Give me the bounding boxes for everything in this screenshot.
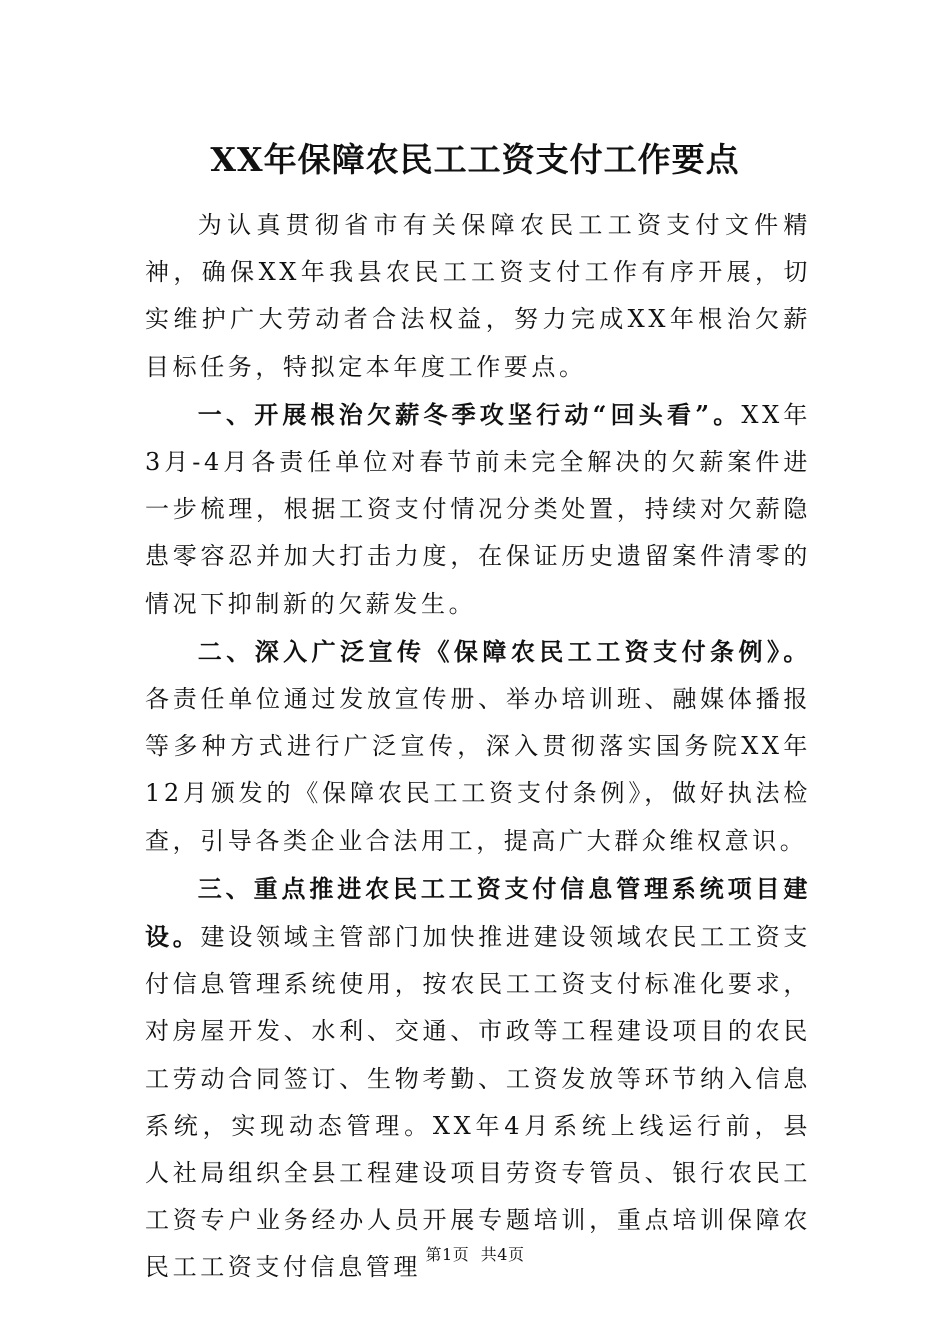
page-total: 共4页 bbox=[480, 1245, 525, 1264]
document-title: XX年保障农民工工资支付工作要点 bbox=[210, 140, 740, 179]
section-heading: 一、开展根治欠薪冬季攻坚行动“回头看”。 bbox=[197, 399, 742, 429]
paragraph-text: 为认真贯彻省市有关保障农民工工资支付文件精神，确保XX年我县农民工工资支付工作有序开展，切实维护广大劳动者合法权益，努力完成XX年根治欠薪目标任务，特拟定本年度工作要点。 bbox=[145, 211, 811, 381]
paragraph-section-2 bbox=[145, 628, 811, 865]
paragraph-text: 建设领域主管部门加快推进建设领域农民工工资支付信息管理系统使用，按农民工工资支付标准化要求，对房屋开发、水利、交通、市政等工程建设项目的农民工劳动合同签订、生物考勤、工资发放等环节纳入信息系统，实现动态管理。XX年4月系统上线运行前，县人社局组织全县工程建设项目劳资专管员、银行农民工工资专户业务经办人员开展专题培训，重点培训保障农民工工资支付信息管理 bbox=[145, 923, 811, 1282]
document-body bbox=[145, 202, 811, 1292]
section-heading: 二、深入广泛宣传《保障农民工工资支付条例》。 bbox=[197, 636, 811, 666]
paragraph-section-1 bbox=[145, 391, 811, 628]
paragraph-section-3 bbox=[145, 865, 811, 1292]
paragraph-text: 各责任单位通过发放宣传册、举办培训班、融媒体播报等多种方式进行广泛宣传，深入贯彻落实国务院XX年12月颁发的《保障农民工工资支付条例》，做好执法检查，引导各类企业合法用工，提高广大群众维权意识。 bbox=[145, 685, 811, 855]
paragraph-intro bbox=[145, 202, 811, 391]
section-heading: 三、重点推进农民工工资支付信息管理系统项目建设。 bbox=[145, 873, 811, 952]
page-number: 第1页 bbox=[425, 1245, 470, 1264]
page-footer bbox=[0, 1243, 950, 1267]
paragraph-text: XX年3月-4月各责任单位对春节前未完全解决的欠薪案件进一步梳理，根据工资支付情况分类处置，持续对欠薪隐患零容忍并加大打击力度，在保证历史遗留案件清零的情况下抑制新的欠薪发生。 bbox=[145, 400, 811, 618]
